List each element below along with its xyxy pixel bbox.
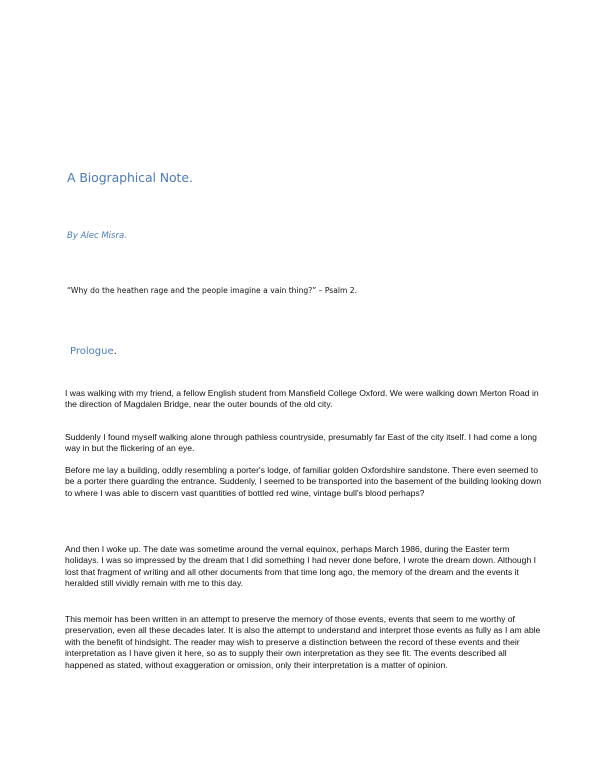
section-heading-text: Prologue	[70, 346, 114, 357]
document-title: A Biographical Note.	[67, 170, 193, 185]
body-paragraph: And then I woke up. The date was sometime around the vernal equinox, perhaps March 1986, during the Easter term holidays. I was so impressed by the dream that I did something I had never done before, I wrote the dream down. Although I lost that fragment of writing and all other documents from that time long ago, the memory of the dream and the events it heralded still vividly remain with me to this day.	[65, 544, 537, 589]
section-heading-punctuation: .	[113, 346, 117, 357]
section-heading-prologue	[70, 346, 117, 357]
author-byline: By Alec Misra.	[67, 231, 127, 241]
body-paragraph: This memoir has been written in an attempt to preserve the memory of those events, events that seem to me worthy of preservation, even all these decades later. It is also the attempt to understand and interpret those events as fully as I am able with the benefit of hindsight. The reader may wish to preserve a distinction between the record of these events and their interpretation as I have given it here, so as to supply their own interpretation as they see fit. The events described all happened as stated, without exaggeration or omission, only their interpretation is a matter of opinion.	[65, 614, 541, 670]
body-paragraph: I was walking with my friend, a fellow English student from Mansfield College Oxford. We were walking down Merton Road in the direction of Magdalen Bridge, near the outer bounds of the old city.	[65, 388, 539, 410]
body-paragraph: Suddenly I found myself walking alone through pathless countryside, presumably far East of the city itself. I had come a long way in but the flickering of an eye.	[65, 432, 537, 454]
epigraph-quote: “Why do the heathen rage and the people imagine a vain thing?” – Psalm 2.	[67, 286, 358, 295]
body-paragraph: Before me lay a building, oddly resembling a porter's lodge, of familiar golden Oxfordshire sandstone. There even seemed to be a porter there guarding the entrance. Suddenly, I seemed to be transported into the basement of the building looking down to where I was able to discern vast quantities of bottled red wine, vintage bull's blood perhaps?	[65, 465, 542, 498]
